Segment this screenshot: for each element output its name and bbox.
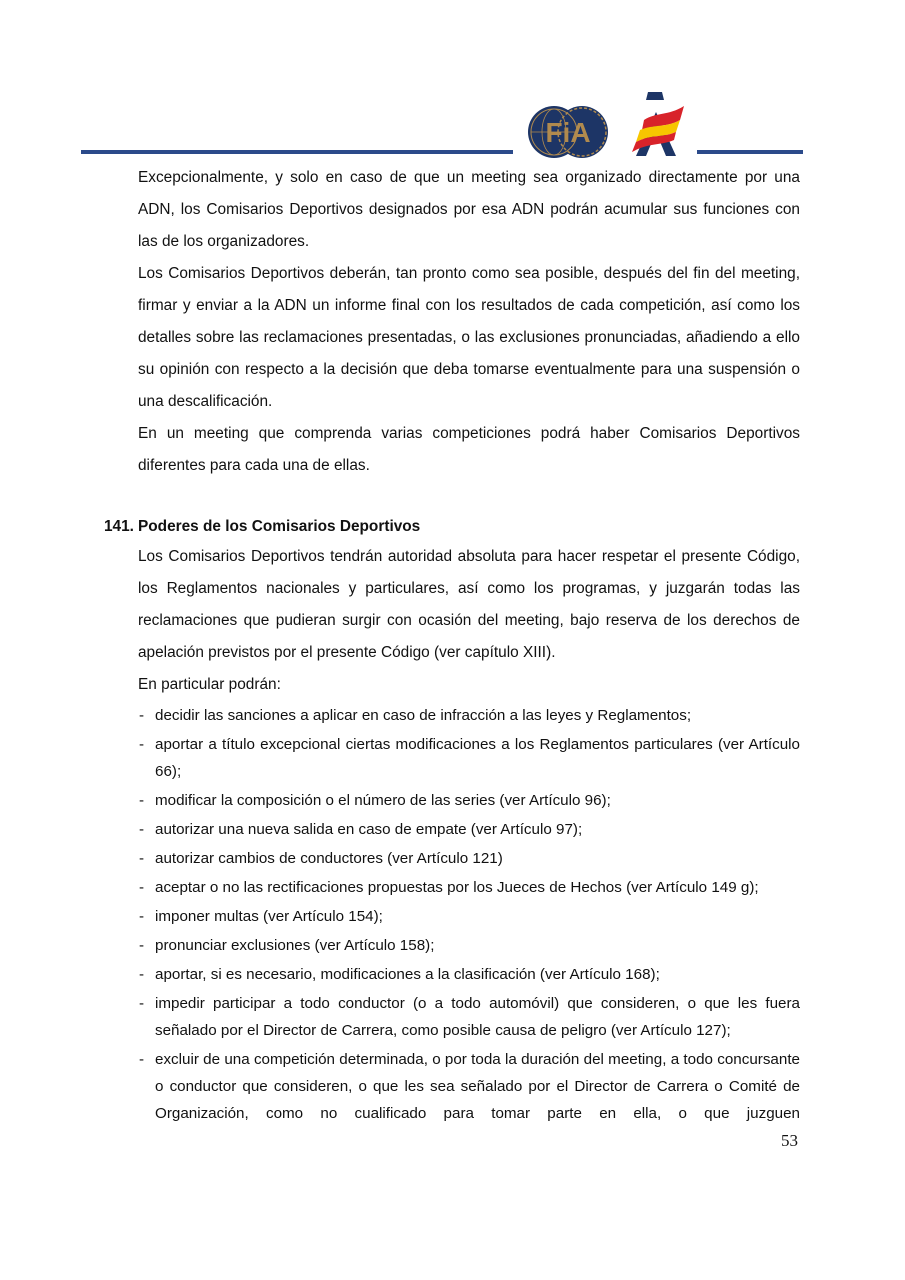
section-body [138,541,800,1129]
list-marker: - [139,707,145,724]
list-marker: - [139,1051,145,1068]
section-heading [104,513,420,541]
list-item: - imponer multas (ver Artículo 154); [138,903,800,930]
intro-paragraph: Los Comisarios Deportivos deberán, tan pronto como sea posible, después del fin del meeting, firmar y enviar a la ADN un informe final con los resultados de cada competición, así como los detalles sobre las reclamaciones presentadas, o las exclusiones pronunciadas, añadiendo a ello su opinión con respecto a la decisión que deba tomarse eventualmente para una suspensión o una descalificación. [138,265,800,410]
header-rule-left [81,150,513,154]
list-marker: - [139,995,145,1012]
list-item: - impedir participar a todo conductor (o a todo automóvil) que consideren, o que les fuera señalado por el Director de Carrera, como posible causa de peligro (ver Artículo 127); [138,990,800,1044]
list-marker: - [139,821,145,838]
list-marker: - [139,736,145,753]
page-number: 53 [781,1131,798,1150]
intro-paragraph: En un meeting que comprenda varias competiciones podrá haber Comisarios Deportivos diferentes para cada una de ellas. [138,425,800,474]
list-marker: - [139,966,145,983]
list-marker: - [139,908,145,925]
powers-list [138,702,800,1127]
list-marker: - [139,792,145,809]
list-marker: - [139,879,145,896]
document-body [138,162,800,482]
list-item: - pronunciar exclusiones (ver Artículo 158); [138,932,800,959]
list-item: - autorizar cambios de conductores (ver Artículo 121) [138,845,800,872]
list-marker: - [139,850,145,867]
section-paragraph: Los Comisarios Deportivos tendrán autoridad absoluta para hacer respetar el presente Código, los Reglamentos nacionales y particulares, así como los programas, y juzgarán todas las reclamaciones que pudieran surgir con ocasión del meeting, bajo reserva de los derechos de apelación previstos por el presente Código (ver capítulo XIII). [138,548,800,661]
intro-paragraph: Excepcionalmente, y solo en caso de que un meeting sea organizado directamente por una ADN, los Comisarios Deportivos designados por esa ADN podrán acumular sus funciones con las de los organizadores. [138,169,800,250]
section-paragraph: En particular podrán: [138,676,281,693]
header-rule-right [697,150,803,154]
list-item: - aceptar o no las rectificaciones propuestas por los Jueces de Hechos (ver Artículo 149 g); [138,874,800,901]
list-item: - aportar, si es necesario, modificaciones a la clasificación (ver Artículo 168); [138,961,800,988]
list-item: - decidir las sanciones a aplicar en caso de infracción a las leyes y Reglamentos; [138,702,800,729]
list-item: - modificar la composición o el número de las series (ver Artículo 96); [138,787,800,814]
section-number: 141. [104,518,134,535]
list-item: - aportar a título excepcional ciertas modificaciones a los Reglamentos particulares (ver Artículo 66); [138,731,800,785]
rfeda-logo-icon [626,90,688,156]
fia-logo-icon [527,104,609,160]
list-marker: - [139,937,145,954]
list-item: - autorizar una nueva salida en caso de empate (ver Artículo 97); [138,816,800,843]
section-title: Poderes de los Comisarios Deportivos [138,518,421,535]
svg-text:FiA: FiA [545,117,591,148]
list-item: - excluir de una competición determinada, o por toda la duración del meeting, a todo concursante o conductor que consideren, o que les sea señalado por el Director de Carrera o Comité de Organización, como no cualificado para tomar parte en ella, o que juzguen [138,1046,800,1127]
